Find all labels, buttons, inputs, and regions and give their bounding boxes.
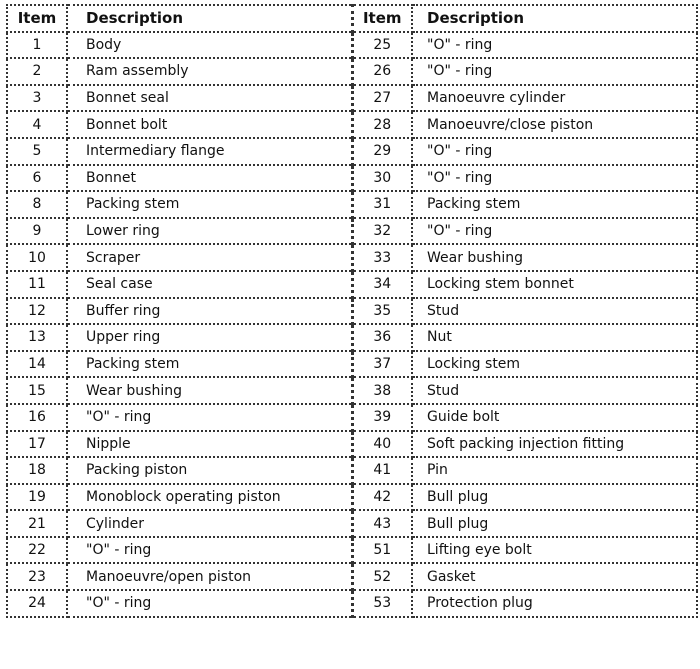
item-description-right: Bull plug	[412, 510, 697, 537]
item-number-right: 31	[352, 191, 412, 218]
item-number-left: 18	[7, 457, 67, 484]
item-description-left: Bonnet seal	[67, 85, 352, 112]
table-row	[7, 563, 697, 590]
item-number-right: 42	[352, 484, 412, 511]
item-number-left: 4	[7, 111, 67, 138]
item-description-right: Pin	[412, 457, 697, 484]
table-row	[7, 590, 697, 617]
item-description-left: Seal case	[67, 271, 352, 298]
item-description-left: Nipple	[67, 431, 352, 458]
item-description-left: Upper ring	[67, 324, 352, 351]
item-number-left: 5	[7, 138, 67, 165]
item-number-left: 2	[7, 58, 67, 85]
item-description-right: Locking stem	[412, 351, 697, 378]
item-number-left: 23	[7, 563, 67, 590]
table-row	[7, 298, 697, 325]
description-column-header-left: Description	[67, 5, 352, 32]
item-description-right: Stud	[412, 377, 697, 404]
item-number-left: 3	[7, 85, 67, 112]
parts-table-body	[7, 32, 697, 617]
item-description-left: Packing stem	[67, 351, 352, 378]
item-number-right: 30	[352, 165, 412, 192]
item-description-right: "O" - ring	[412, 138, 697, 165]
item-description-right: Lifting eye bolt	[412, 537, 697, 564]
table-row	[7, 537, 697, 564]
item-number-left: 14	[7, 351, 67, 378]
item-description-right: Locking stem bonnet	[412, 271, 697, 298]
item-description-left: "O" - ring	[67, 537, 352, 564]
item-description-left: Cylinder	[67, 510, 352, 537]
table-row	[7, 431, 697, 458]
item-number-right: 38	[352, 377, 412, 404]
table-header-row	[7, 5, 697, 32]
item-number-right: 29	[352, 138, 412, 165]
item-description-left: Ram assembly	[67, 58, 352, 85]
table-row	[7, 484, 697, 511]
item-description-left: Packing stem	[67, 191, 352, 218]
table-row	[7, 244, 697, 271]
table-row	[7, 457, 697, 484]
item-number-right: 34	[352, 271, 412, 298]
item-number-left: 11	[7, 271, 67, 298]
item-number-left: 1	[7, 32, 67, 59]
item-description-right: Nut	[412, 324, 697, 351]
item-number-right: 53	[352, 590, 412, 617]
item-description-left: Manoeuvre/open piston	[67, 563, 352, 590]
item-description-right: Protection plug	[412, 590, 697, 617]
item-description-left: Monoblock operating piston	[67, 484, 352, 511]
item-description-left: "O" - ring	[67, 590, 352, 617]
table-row	[7, 351, 697, 378]
item-description-left: Lower ring	[67, 218, 352, 245]
item-number-left: 8	[7, 191, 67, 218]
item-number-left: 10	[7, 244, 67, 271]
item-number-left: 13	[7, 324, 67, 351]
table-row	[7, 138, 697, 165]
table-row	[7, 218, 697, 245]
description-column-header-right: Description	[412, 5, 697, 32]
table-row	[7, 377, 697, 404]
item-description-right: "O" - ring	[412, 165, 697, 192]
item-number-left: 24	[7, 590, 67, 617]
item-number-right: 52	[352, 563, 412, 590]
item-description-right: "O" - ring	[412, 32, 697, 59]
item-description-left: Scraper	[67, 244, 352, 271]
item-number-right: 25	[352, 32, 412, 59]
item-number-right: 32	[352, 218, 412, 245]
item-number-left: 9	[7, 218, 67, 245]
item-number-right: 33	[352, 244, 412, 271]
item-number-left: 22	[7, 537, 67, 564]
item-number-left: 6	[7, 165, 67, 192]
table-row	[7, 165, 697, 192]
item-description-right: Soft packing injection fitting	[412, 431, 697, 458]
item-number-left: 17	[7, 431, 67, 458]
item-description-right: Manoeuvre/close piston	[412, 111, 697, 138]
item-description-right: Gasket	[412, 563, 697, 590]
item-description-left: Bonnet bolt	[67, 111, 352, 138]
table-row	[7, 85, 697, 112]
table-row	[7, 271, 697, 298]
item-description-left: Wear bushing	[67, 377, 352, 404]
item-number-right: 37	[352, 351, 412, 378]
item-column-header-left: Item	[7, 5, 67, 32]
parts-list-table	[6, 4, 698, 618]
table-row	[7, 191, 697, 218]
item-description-right: Wear bushing	[412, 244, 697, 271]
item-number-left: 19	[7, 484, 67, 511]
item-number-left: 21	[7, 510, 67, 537]
item-number-right: 51	[352, 537, 412, 564]
item-number-right: 41	[352, 457, 412, 484]
item-description-right: "O" - ring	[412, 58, 697, 85]
item-description-right: Packing stem	[412, 191, 697, 218]
item-description-left: Intermediary flange	[67, 138, 352, 165]
table-row	[7, 404, 697, 431]
item-number-right: 40	[352, 431, 412, 458]
item-description-right: Bull plug	[412, 484, 697, 511]
item-number-right: 36	[352, 324, 412, 351]
item-number-left: 15	[7, 377, 67, 404]
item-number-right: 43	[352, 510, 412, 537]
item-description-left: Bonnet	[67, 165, 352, 192]
table-row	[7, 510, 697, 537]
item-description-left: Buffer ring	[67, 298, 352, 325]
item-description-right: "O" - ring	[412, 218, 697, 245]
item-description-left: "O" - ring	[67, 404, 352, 431]
item-number-left: 12	[7, 298, 67, 325]
table-row	[7, 324, 697, 351]
table-row	[7, 58, 697, 85]
item-number-right: 28	[352, 111, 412, 138]
item-description-left: Body	[67, 32, 352, 59]
item-description-left: Packing piston	[67, 457, 352, 484]
item-description-right: Manoeuvre cylinder	[412, 85, 697, 112]
item-number-right: 27	[352, 85, 412, 112]
item-number-right: 35	[352, 298, 412, 325]
item-number-right: 26	[352, 58, 412, 85]
item-number-left: 16	[7, 404, 67, 431]
item-number-right: 39	[352, 404, 412, 431]
table-row	[7, 111, 697, 138]
item-description-right: Guide bolt	[412, 404, 697, 431]
item-column-header-right: Item	[352, 5, 412, 32]
item-description-right: Stud	[412, 298, 697, 325]
table-row	[7, 32, 697, 59]
